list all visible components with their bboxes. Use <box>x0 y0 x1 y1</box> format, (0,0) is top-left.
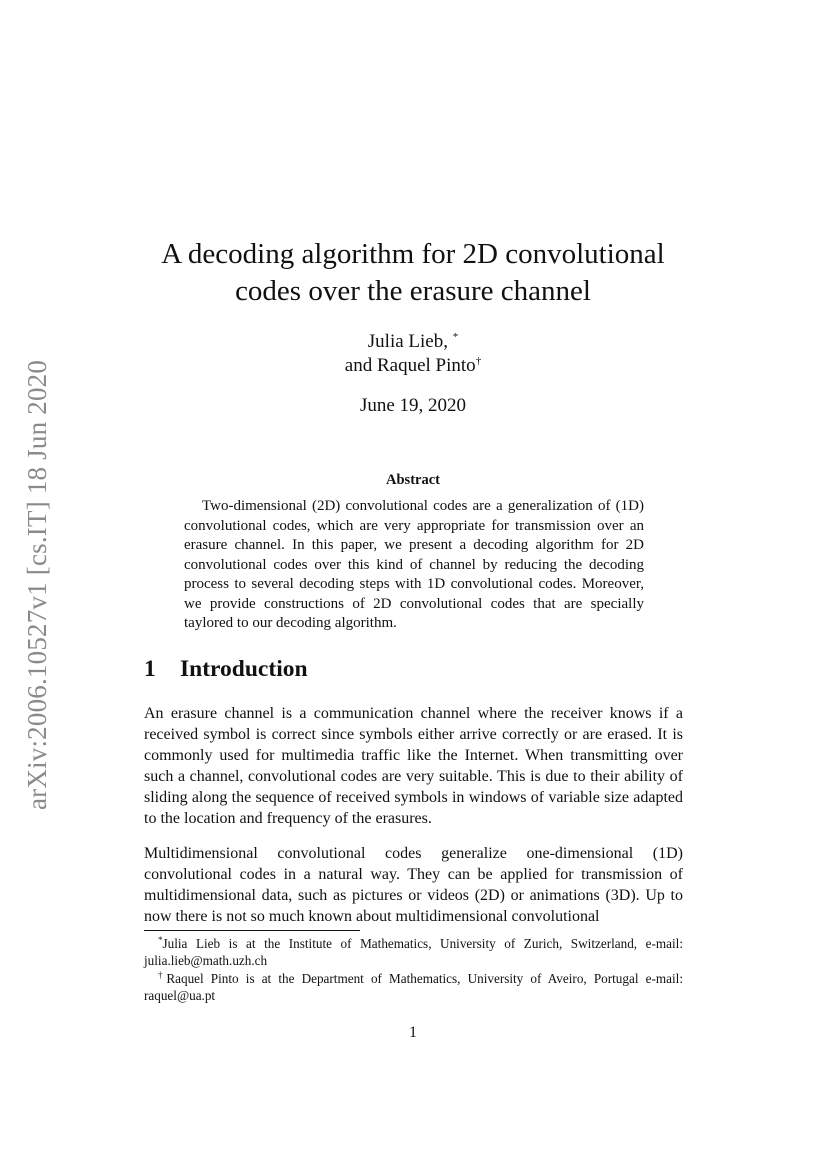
author-2-footnote-mark: † <box>475 355 482 367</box>
footnote-1-mark: * <box>158 935 163 945</box>
author-block <box>140 330 686 378</box>
footnote-2-text: Raquel Pinto is at the Department of Mathematics, University of Aveiro, Portugal e-mail: raquel@ua.pt <box>144 971 683 1003</box>
footnote-2 <box>144 970 683 1004</box>
paper-title-line-2: codes over the erasure channel <box>235 275 591 307</box>
footnote-1 <box>144 935 683 969</box>
footnote-2-mark: † <box>158 970 167 980</box>
paper-title <box>140 236 686 310</box>
paper-date: June 19, 2020 <box>359 395 467 416</box>
footnotes <box>144 935 683 1004</box>
abstract-text: Two-dimensional (2D) convolutional codes are a generalization of (1D) convolutional codes, which are very appropriate for transmission over an erasure channel. In this paper, we present a decoding algorithm for 2D convolutional codes over this kind of channel by reducing the decoding process to several decoding steps with 1D convolutional codes. Moreover, we provide constructions of 2D convolutional codes that are specially taylored to our decoding algorithm. <box>184 498 644 631</box>
body-paragraph-1: An erasure channel is a communication channel where the receiver knows if a received symbol is correct since symbols either arrive correctly or are erased. It is commonly used for multimedia traffic like the Internet. When transmitting over such a channel, convolutional codes are very suitable. This is due to their ability of sliding along the sequence of received symbols in windows of variable size adapted to the location and frequency of the erasures. <box>144 705 683 827</box>
author-1-footnote-mark: * <box>452 331 459 343</box>
arxiv-identifier: arXiv:2006.10527v1 [cs.IT] 18 Jun 2020 <box>22 359 52 811</box>
footnote-rule <box>144 930 360 931</box>
paper-title-line-1: A decoding algorithm for 2D convolutional <box>161 238 665 270</box>
section-title: Introduction <box>180 656 308 682</box>
section-heading <box>144 656 308 683</box>
abstract-heading: Abstract <box>386 472 440 488</box>
footnote-1-text: Julia Lieb is at the Institute of Mathematics, University of Zurich, Switzerland, e-mail: julia.lieb@math.uzh.ch <box>144 936 683 968</box>
body-paragraph-2: Multidimensional convolutional codes generalize one-dimensional (1D) convolutional codes in a natural way. They can be applied for transmission of multidimensional data, such as pictures or videos (2D) or animations (3D). Up to now there is not so much known about multidimensional convolutional <box>144 845 683 925</box>
section-number: 1 <box>144 656 156 682</box>
author-1: Julia Lieb, * <box>367 331 459 352</box>
author-2: and Raquel Pinto† <box>344 355 482 376</box>
page-number: 1 <box>409 1024 417 1041</box>
